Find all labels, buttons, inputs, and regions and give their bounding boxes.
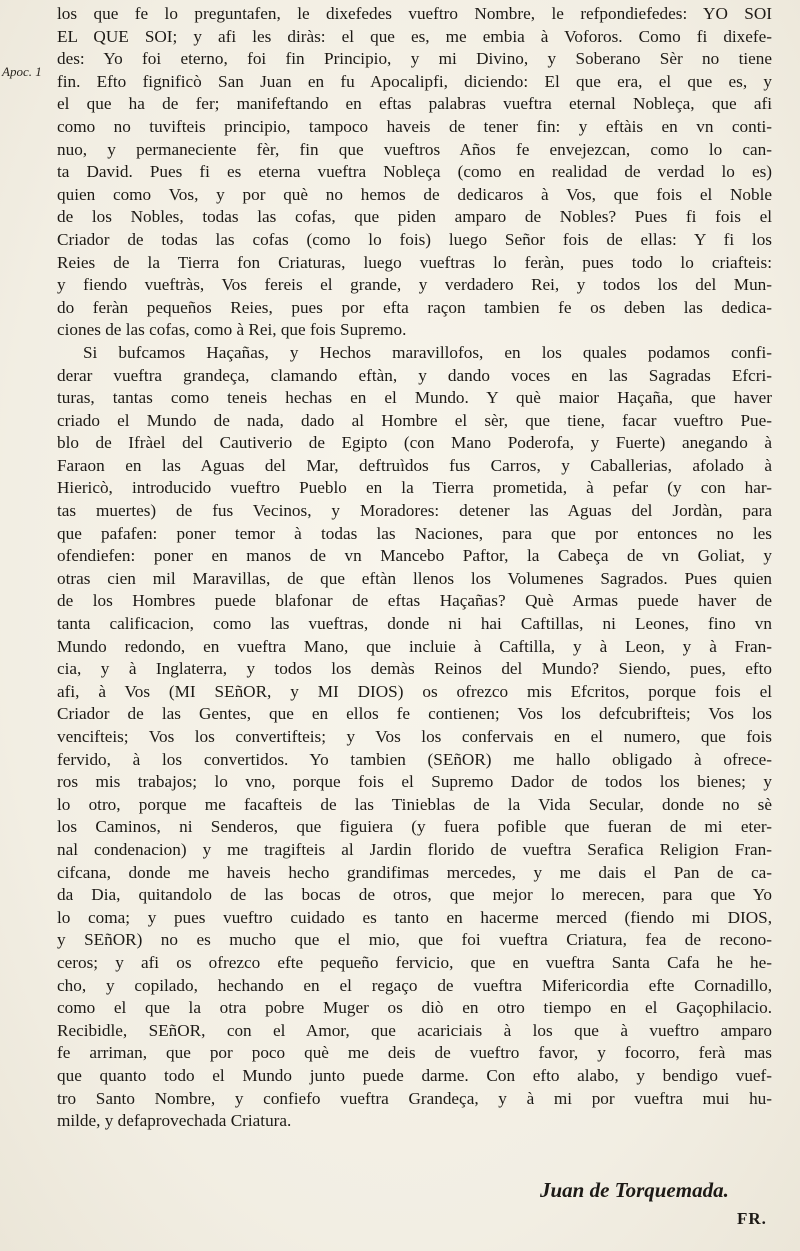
text-line: Hiericò, introducido vueftro Pueblo en la Tierra prometida, à pefar (y con har- [57,478,772,498]
text-line: y fiendo vueftràs, Vos fereis el grande, y verdadero Rei, y todos los del Mun- [57,275,772,295]
text-line: afi, à Vos (MI SEñOR, y MI DIOS) os ofrezco mis Efcritos, porque fois el [57,681,772,701]
body-text [57,3,772,1133]
text-line: EL QUE SOI; y afi les diràs: el que es, me embia à Voforos. Como fi dixefe- [57,26,772,46]
text-line: des: Yo foi eterno, foi fin Principio, y mi Divino, y Soberano Sèr no tiene [57,49,772,69]
text-line: Recibidle, SEñOR, con el Amor, que acariciais à los que à vueftro amparo [57,1020,772,1040]
text-line: de los Hombres puede blafonar de eftas Haçañas? Què Armas puede haver de [57,591,772,611]
text-line: otras cien mil Maravillas, de que eftàn llenos los Volumenes Sagrados. Pues quien [57,568,772,588]
text-line: los que fe lo preguntafen, le dixefedes vueftro Nombre, le refpondiefedes: YO SOI [57,4,772,23]
text-line: ros mis trabajos; lo vno, porque fois el Supremo Dador de todos los bienes; y [57,772,772,792]
text-line: blo de Ifràel del Cautiverio de Egipto (con Mano Poderofa, y Fuerte) anegando à [57,433,772,453]
text-line: turas, tantas como teneis hechas en el Mundo. Y què maior Haçaña, que haver [57,388,772,408]
text-line: ceros; y afi os ofrezco efte pequeño fervicio, que en vueftra Santa Cafa he he- [57,952,772,972]
text-line: cifcana, donde me haveis hecho grandifimas mercedes, y me dais el Pan de ca- [57,862,772,882]
text-line: derar vueftra grandeça, clamando eftàn, y dando voces en las Sagradas Efcri- [57,365,772,385]
text-line: tro Santo Nombre, y confiefo vueftra Grandeça, y à mi por vueftra mui hu- [57,1088,772,1108]
margin-note: Apoc. 1 [2,64,42,79]
text-line: nuo, y permaneciente fèr, fin que vueftros Años fe envejezcan, como lo can- [57,139,772,159]
text-line: tas muertes) de fus Vecinos, y Moradores: detener las Aguas del Jordàn, para [57,501,772,521]
text-line: tanta calificacion, como las vueftras, donde ni hai Caftillas, ni Leones, fino vn [57,614,772,634]
text-line: lo coma; y pues vueftro cuidado es tanto en hacerme merced (fiendo mi DIOS, [57,907,772,927]
text-line: como no tuvifteis principio, tampoco haveis de tener fin: y eftàis en vn conti- [57,116,772,136]
text-line: el que ha de fer; manifeftando en eftas palabras vueftra eternal Nobleça, que afi [57,94,772,114]
text-line: que quanto todo el Mundo junto puede darme. Con efto alabo, y bendigo vuef- [57,1065,772,1085]
text-line: vencifteis; Vos los convertifteis; y Vos los confervais en el numero, que fois [57,727,772,746]
text-line: ciones de las cofas, como à Rei, que fois Supremo. [57,320,407,340]
text-line: lo otro, porque me facafteis de las Tinieblas de la Vida Secular, donde no sè [57,794,772,814]
text-line: Reies de la Tierra fon Criaturas, luego vueftras lo feràn, pues todo lo criafteis: [57,252,772,272]
text-line: milde, y defaprovechada Criatura. [57,1111,292,1131]
text-line: fervido, à los convertidos. Yo tambien (SEñOR) me hallo obligado à ofrece- [57,749,772,769]
text-line: Si bufcamos Haçañas, y Hechos maravillofos, en los quales podamos confi- [83,342,772,362]
text-line: nal condenacion) y me tragifteis al Jardin florido de vueftra Serafica Religion Fran- [57,839,772,859]
text-line: los Caminos, ni Senderos, que figuiera (y fuera pofible que fueran de mi eter- [57,817,772,837]
text-line: criado el Mundo de nada, dado al Hombre el sèr, que tiene, facar vueftro Pue- [57,410,772,430]
text-line: ofendiefen: poner en manos de vn Mancebo Paftor, la Cabeça de vn Goliat, y [57,546,772,566]
text-line: Faraon en las Aguas del Mar, deftruìdos fus Carros, y Caballerias, afolado à [57,455,772,475]
text-line: fin. Efto fignificò San Juan en fu Apocalipfi, diciendo: El que era, el que es, y [57,71,772,91]
signature: Juan de Torquemada. [540,1178,729,1202]
text-line: da Dia, quitandolo de las bocas de otros, que mejor lo merecen, para que Yo [57,885,772,905]
text-line: cho, y copilado, hechando en el regaço de vueftra Mifericordia efte Cornadillo, [57,975,772,995]
text-line: cia, y à Inglaterra, y todos los demàs Reinos del Mundo? Siendo, pues, efto [57,659,772,679]
text-line: Criador de todas las cofas (como lo fois) luego Señor fois de ellas: Y fi los [57,229,772,249]
text-line: fe arriman, que por poco què me deis de vueftro favor, y focorro, ferà mas [57,1043,772,1063]
text-line: quien como Vos, y por què no hemos de dedicaros à Vos, que fois el Noble [57,184,772,204]
text-line: do feràn pequeños Reies, pues por efta raçon tambien fe os deben las dedica- [57,297,772,317]
text-line: Mundo redondo, en vueftra Mano, que incluie à Caftilla, y à Leon, y à Fran- [57,636,772,656]
text-line: ta David. Pues fi es eterna vueftra Nobleça (como en realidad de verdad lo es) [57,162,772,182]
text-line: de los Nobles, todas las cofas, que piden amparo de Nobles? Pues fi fois el [57,207,772,227]
text-line: que pafafen: poner temor à todas las Naciones, para que por entonces no les [57,523,772,543]
text-line: y SEñOR) no es mucho que el mio, que foi vueftra Criatura, fea de recono- [57,930,772,950]
catchword: FR. [737,1209,767,1228]
text-line: como el que la otra pobre Muger os diò en otro tiempo en el Gaçophilacio. [57,998,772,1018]
text-line: Criador de las Gentes, que en ellos fe contienen; Vos los defcubrifteis; Vos los [57,704,772,724]
